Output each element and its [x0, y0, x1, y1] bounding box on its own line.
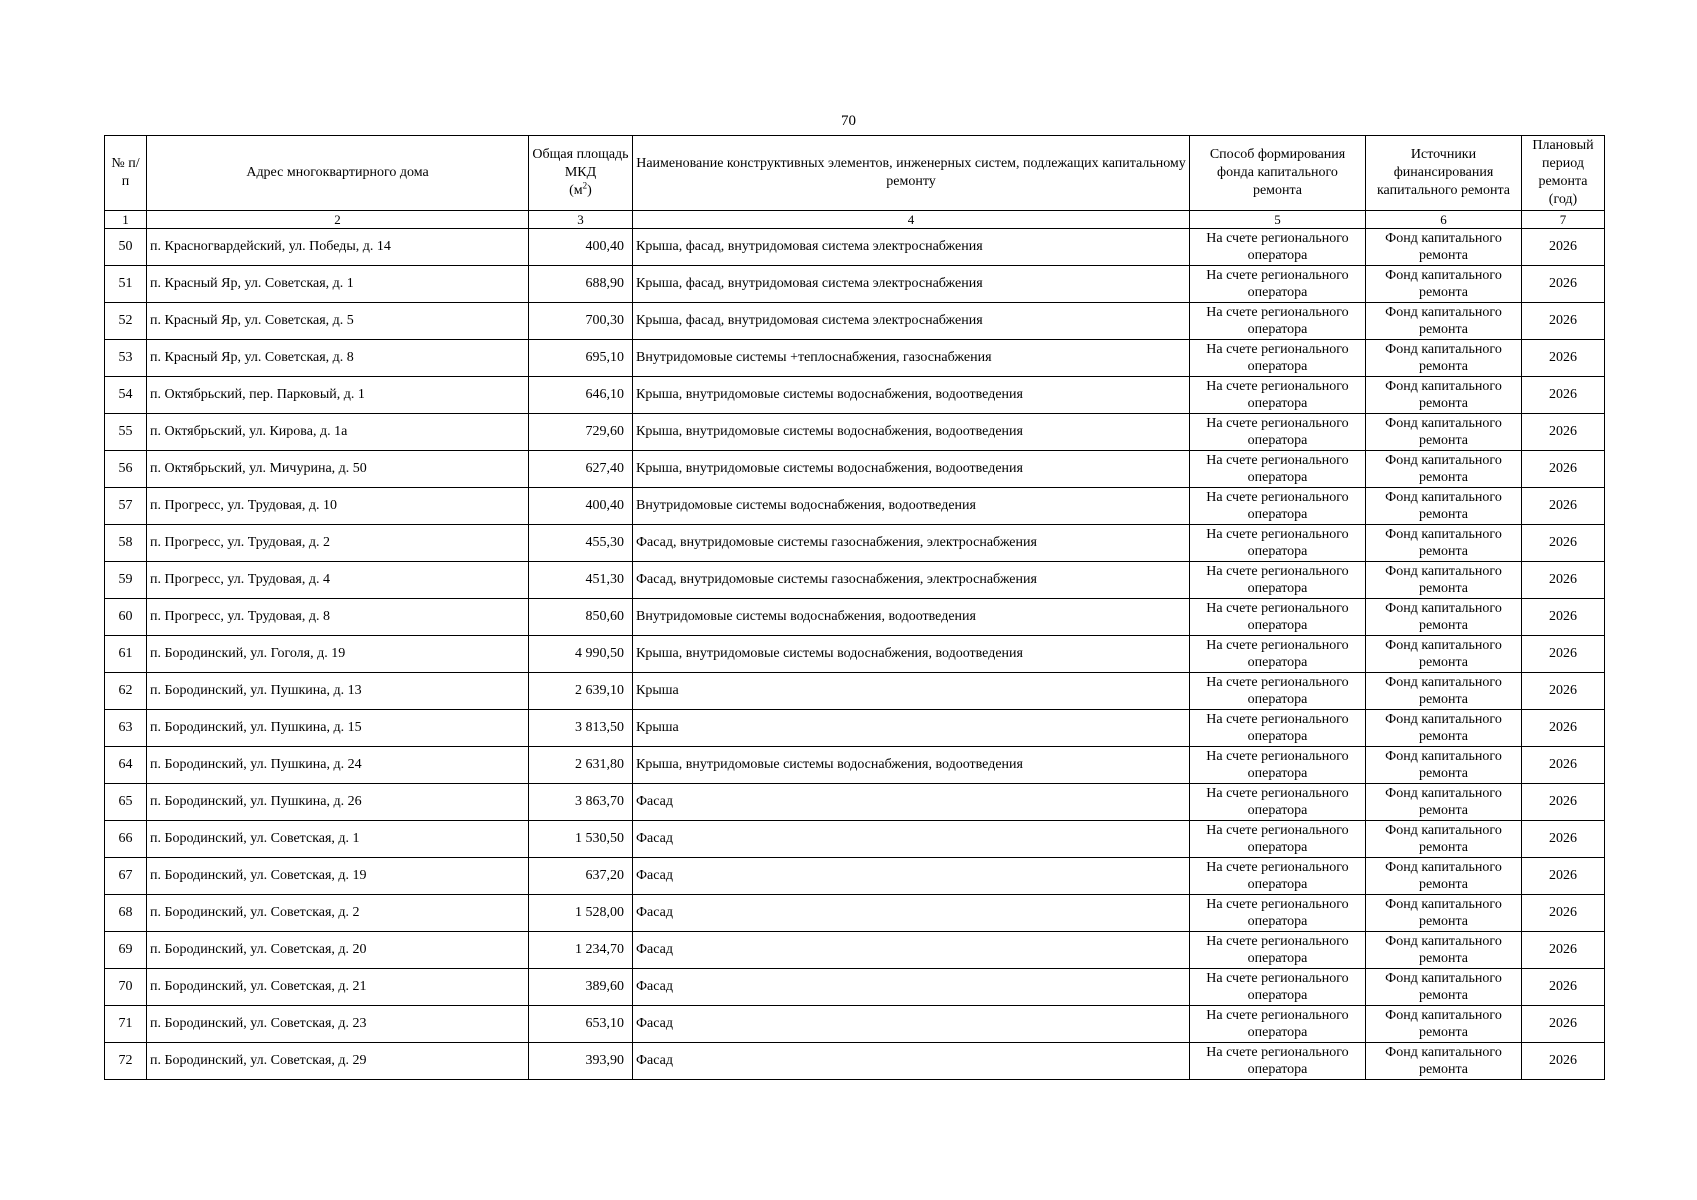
row-area: 688,90	[529, 266, 633, 303]
row-area: 400,40	[529, 229, 633, 266]
row-elements: Крыша, фасад, внутридомовая система электроснабжения	[633, 266, 1190, 303]
row-area: 3 863,70	[529, 784, 633, 821]
row-area: 389,60	[529, 969, 633, 1006]
row-area: 393,90	[529, 1043, 633, 1080]
row-area: 695,10	[529, 340, 633, 377]
row-funding-source: Фонд капитального ремонта	[1366, 451, 1522, 488]
row-address: п. Прогресс, ул. Трудовая, д. 10	[147, 488, 529, 525]
row-number: 61	[105, 636, 147, 673]
row-funding-method: На счете регионального оператора	[1190, 784, 1366, 821]
table-row	[105, 488, 1605, 525]
header-num: № п/п	[105, 136, 147, 211]
row-planned-year: 2026	[1522, 562, 1605, 599]
row-funding-method: На счете регионального оператора	[1190, 451, 1366, 488]
row-address: п. Октябрьский, пер. Парковый, д. 1	[147, 377, 529, 414]
row-funding-source: Фонд капитального ремонта	[1366, 747, 1522, 784]
row-funding-method: На счете регионального оператора	[1190, 377, 1366, 414]
repair-plan-table	[104, 135, 1605, 1080]
table-row	[105, 821, 1605, 858]
header-method: Способ формирования фонда капитального ремонта	[1190, 136, 1366, 211]
header-area-unit-close: )	[587, 183, 592, 198]
row-area: 627,40	[529, 451, 633, 488]
table-row	[105, 1006, 1605, 1043]
row-elements: Фасад, внутридомовые системы газоснабжения, электроснабжения	[633, 562, 1190, 599]
row-planned-year: 2026	[1522, 932, 1605, 969]
row-area: 646,10	[529, 377, 633, 414]
row-area: 850,60	[529, 599, 633, 636]
row-number: 72	[105, 1043, 147, 1080]
row-planned-year: 2026	[1522, 525, 1605, 562]
row-planned-year: 2026	[1522, 784, 1605, 821]
row-funding-method: На счете регионального оператора	[1190, 229, 1366, 266]
header-elements: Наименование конструктивных элементов, инженерных систем, подлежащих капитальному ремонту	[633, 136, 1190, 211]
row-elements: Крыша, фасад, внутридомовая система электроснабжения	[633, 303, 1190, 340]
column-number: 6	[1366, 211, 1522, 229]
row-address: п. Бородинский, ул. Гоголя, д. 19	[147, 636, 529, 673]
row-number: 69	[105, 932, 147, 969]
table-row	[105, 303, 1605, 340]
row-planned-year: 2026	[1522, 747, 1605, 784]
row-planned-year: 2026	[1522, 1043, 1605, 1080]
row-address: п. Прогресс, ул. Трудовая, д. 8	[147, 599, 529, 636]
row-elements: Фасад	[633, 784, 1190, 821]
column-number: 3	[529, 211, 633, 229]
row-number: 68	[105, 895, 147, 932]
row-funding-source: Фонд капитального ремонта	[1366, 784, 1522, 821]
header-row	[105, 136, 1605, 211]
row-funding-method: На счете регионального оператора	[1190, 932, 1366, 969]
row-number: 65	[105, 784, 147, 821]
row-funding-method: На счете регионального оператора	[1190, 414, 1366, 451]
header-area-unit-sup: 2	[582, 180, 588, 191]
row-address: п. Бородинский, ул. Советская, д. 19	[147, 858, 529, 895]
row-area: 451,30	[529, 562, 633, 599]
table-row	[105, 414, 1605, 451]
row-area: 1 528,00	[529, 895, 633, 932]
column-number: 5	[1190, 211, 1366, 229]
row-number: 51	[105, 266, 147, 303]
table-row	[105, 451, 1605, 488]
row-elements: Крыша, внутридомовые системы водоснабжения, водоотведения	[633, 451, 1190, 488]
row-area: 637,20	[529, 858, 633, 895]
row-address: п. Бородинский, ул. Советская, д. 29	[147, 1043, 529, 1080]
column-number: 4	[633, 211, 1190, 229]
row-address: п. Красногвардейский, ул. Победы, д. 14	[147, 229, 529, 266]
row-elements: Фасад	[633, 1043, 1190, 1080]
table-row	[105, 895, 1605, 932]
row-funding-source: Фонд капитального ремонта	[1366, 340, 1522, 377]
row-funding-method: На счете регионального оператора	[1190, 340, 1366, 377]
column-number: 2	[147, 211, 529, 229]
row-planned-year: 2026	[1522, 673, 1605, 710]
row-number: 58	[105, 525, 147, 562]
row-elements: Фасад	[633, 821, 1190, 858]
row-address: п. Бородинский, ул. Пушкина, д. 24	[147, 747, 529, 784]
row-area: 1 530,50	[529, 821, 633, 858]
row-planned-year: 2026	[1522, 599, 1605, 636]
row-planned-year: 2026	[1522, 340, 1605, 377]
header-area-label: Общая площадь МКД	[532, 147, 629, 180]
table-row	[105, 858, 1605, 895]
row-funding-method: На счете регионального оператора	[1190, 1043, 1366, 1080]
row-funding-method: На счете регионального оператора	[1190, 488, 1366, 525]
row-area: 653,10	[529, 1006, 633, 1043]
row-number: 59	[105, 562, 147, 599]
row-planned-year: 2026	[1522, 414, 1605, 451]
header-area-unit: (м	[569, 183, 583, 198]
header-area	[529, 136, 633, 211]
row-address: п. Бородинский, ул. Советская, д. 20	[147, 932, 529, 969]
row-funding-method: На счете регионального оператора	[1190, 710, 1366, 747]
row-elements: Внутридомовые системы водоснабжения, водоотведения	[633, 599, 1190, 636]
row-funding-source: Фонд капитального ремонта	[1366, 488, 1522, 525]
row-funding-source: Фонд капитального ремонта	[1366, 562, 1522, 599]
table-row	[105, 599, 1605, 636]
row-elements: Крыша	[633, 710, 1190, 747]
row-number: 54	[105, 377, 147, 414]
row-area: 1 234,70	[529, 932, 633, 969]
row-planned-year: 2026	[1522, 858, 1605, 895]
row-funding-method: На счете регионального оператора	[1190, 525, 1366, 562]
table-row	[105, 1043, 1605, 1080]
row-elements: Крыша, внутридомовые системы водоснабжения, водоотведения	[633, 747, 1190, 784]
row-planned-year: 2026	[1522, 451, 1605, 488]
row-elements: Фасад	[633, 932, 1190, 969]
row-elements: Фасад, внутридомовые системы газоснабжения, электроснабжения	[633, 525, 1190, 562]
row-number: 53	[105, 340, 147, 377]
header-address: Адрес многоквартирного дома	[147, 136, 529, 211]
row-area: 4 990,50	[529, 636, 633, 673]
row-funding-source: Фонд капитального ремонта	[1366, 858, 1522, 895]
row-funding-source: Фонд капитального ремонта	[1366, 932, 1522, 969]
row-funding-source: Фонд капитального ремонта	[1366, 525, 1522, 562]
row-elements: Фасад	[633, 858, 1190, 895]
row-area: 2 631,80	[529, 747, 633, 784]
row-funding-source: Фонд капитального ремонта	[1366, 266, 1522, 303]
row-funding-source: Фонд капитального ремонта	[1366, 1006, 1522, 1043]
table-body	[105, 229, 1605, 1080]
row-address: п. Прогресс, ул. Трудовая, д. 2	[147, 525, 529, 562]
row-funding-source: Фонд капитального ремонта	[1366, 821, 1522, 858]
table-row	[105, 229, 1605, 266]
header-period: Плановый период ремонта (год)	[1522, 136, 1605, 211]
row-address: п. Бородинский, ул. Пушкина, д. 15	[147, 710, 529, 747]
header-source: Источники финансирования капитального ремонта	[1366, 136, 1522, 211]
row-planned-year: 2026	[1522, 969, 1605, 1006]
row-address: п. Бородинский, ул. Советская, д. 2	[147, 895, 529, 932]
row-planned-year: 2026	[1522, 488, 1605, 525]
row-funding-source: Фонд капитального ремонта	[1366, 636, 1522, 673]
row-planned-year: 2026	[1522, 377, 1605, 414]
row-address: п. Бородинский, ул. Советская, д. 23	[147, 1006, 529, 1043]
row-elements: Крыша, фасад, внутридомовая система электроснабжения	[633, 229, 1190, 266]
page-number: 70	[841, 113, 856, 129]
table-row	[105, 932, 1605, 969]
row-number: 56	[105, 451, 147, 488]
row-number: 66	[105, 821, 147, 858]
row-funding-source: Фонд капитального ремонта	[1366, 229, 1522, 266]
row-address: п. Бородинский, ул. Пушкина, д. 26	[147, 784, 529, 821]
row-number: 50	[105, 229, 147, 266]
row-address: п. Октябрьский, ул. Мичурина, д. 50	[147, 451, 529, 488]
row-funding-source: Фонд капитального ремонта	[1366, 1043, 1522, 1080]
row-funding-source: Фонд капитального ремонта	[1366, 710, 1522, 747]
row-address: п. Октябрьский, ул. Кирова, д. 1а	[147, 414, 529, 451]
row-funding-source: Фонд капитального ремонта	[1366, 673, 1522, 710]
table-row	[105, 747, 1605, 784]
column-number: 1	[105, 211, 147, 229]
row-funding-method: На счете регионального оператора	[1190, 747, 1366, 784]
row-planned-year: 2026	[1522, 266, 1605, 303]
row-elements: Крыша	[633, 673, 1190, 710]
row-elements: Внутридомовые системы водоснабжения, водоотведения	[633, 488, 1190, 525]
row-address: п. Красный Яр, ул. Советская, д. 5	[147, 303, 529, 340]
row-address: п. Прогресс, ул. Трудовая, д. 4	[147, 562, 529, 599]
table-row	[105, 377, 1605, 414]
row-funding-method: На счете регионального оператора	[1190, 599, 1366, 636]
row-area: 3 813,50	[529, 710, 633, 747]
column-number-row	[105, 211, 1605, 229]
row-planned-year: 2026	[1522, 821, 1605, 858]
row-funding-method: На счете регионального оператора	[1190, 562, 1366, 599]
table-row	[105, 710, 1605, 747]
row-funding-source: Фонд капитального ремонта	[1366, 969, 1522, 1006]
row-address: п. Бородинский, ул. Советская, д. 21	[147, 969, 529, 1006]
table-row	[105, 673, 1605, 710]
table-row	[105, 562, 1605, 599]
row-elements: Внутридомовые системы +теплоснабжения, газоснабжения	[633, 340, 1190, 377]
row-funding-method: На счете регионального оператора	[1190, 969, 1366, 1006]
table-row	[105, 266, 1605, 303]
row-funding-method: На счете регионального оператора	[1190, 303, 1366, 340]
row-elements: Фасад	[633, 969, 1190, 1006]
row-funding-source: Фонд капитального ремонта	[1366, 377, 1522, 414]
row-number: 55	[105, 414, 147, 451]
row-number: 57	[105, 488, 147, 525]
row-number: 64	[105, 747, 147, 784]
row-planned-year: 2026	[1522, 229, 1605, 266]
row-number: 67	[105, 858, 147, 895]
row-elements: Фасад	[633, 1006, 1190, 1043]
row-funding-method: На счете регионального оператора	[1190, 266, 1366, 303]
row-address: п. Бородинский, ул. Советская, д. 1	[147, 821, 529, 858]
row-number: 70	[105, 969, 147, 1006]
row-funding-method: На счете регионального оператора	[1190, 895, 1366, 932]
row-elements: Крыша, внутридомовые системы водоснабжения, водоотведения	[633, 377, 1190, 414]
row-area: 729,60	[529, 414, 633, 451]
row-number: 62	[105, 673, 147, 710]
row-area: 455,30	[529, 525, 633, 562]
row-funding-method: На счете регионального оператора	[1190, 636, 1366, 673]
row-funding-source: Фонд капитального ремонта	[1366, 303, 1522, 340]
row-number: 63	[105, 710, 147, 747]
row-planned-year: 2026	[1522, 1006, 1605, 1043]
row-funding-method: На счете регионального оператора	[1190, 1006, 1366, 1043]
row-elements: Крыша, внутридомовые системы водоснабжения, водоотведения	[633, 636, 1190, 673]
row-funding-method: На счете регионального оператора	[1190, 821, 1366, 858]
row-planned-year: 2026	[1522, 636, 1605, 673]
table-row	[105, 636, 1605, 673]
row-area: 700,30	[529, 303, 633, 340]
row-elements: Крыша, внутридомовые системы водоснабжения, водоотведения	[633, 414, 1190, 451]
row-area: 400,40	[529, 488, 633, 525]
row-funding-method: На счете регионального оператора	[1190, 858, 1366, 895]
row-number: 52	[105, 303, 147, 340]
row-planned-year: 2026	[1522, 303, 1605, 340]
row-funding-source: Фонд капитального ремонта	[1366, 895, 1522, 932]
row-funding-method: На счете регионального оператора	[1190, 673, 1366, 710]
row-address: п. Бородинский, ул. Пушкина, д. 13	[147, 673, 529, 710]
table-row	[105, 525, 1605, 562]
row-funding-source: Фонд капитального ремонта	[1366, 599, 1522, 636]
row-address: п. Красный Яр, ул. Советская, д. 1	[147, 266, 529, 303]
row-number: 71	[105, 1006, 147, 1043]
row-elements: Фасад	[633, 895, 1190, 932]
row-number: 60	[105, 599, 147, 636]
table-row	[105, 784, 1605, 821]
row-funding-source: Фонд капитального ремонта	[1366, 414, 1522, 451]
row-address: п. Красный Яр, ул. Советская, д. 8	[147, 340, 529, 377]
table-row	[105, 969, 1605, 1006]
row-area: 2 639,10	[529, 673, 633, 710]
row-planned-year: 2026	[1522, 895, 1605, 932]
column-number: 7	[1522, 211, 1605, 229]
row-planned-year: 2026	[1522, 710, 1605, 747]
table-row	[105, 340, 1605, 377]
